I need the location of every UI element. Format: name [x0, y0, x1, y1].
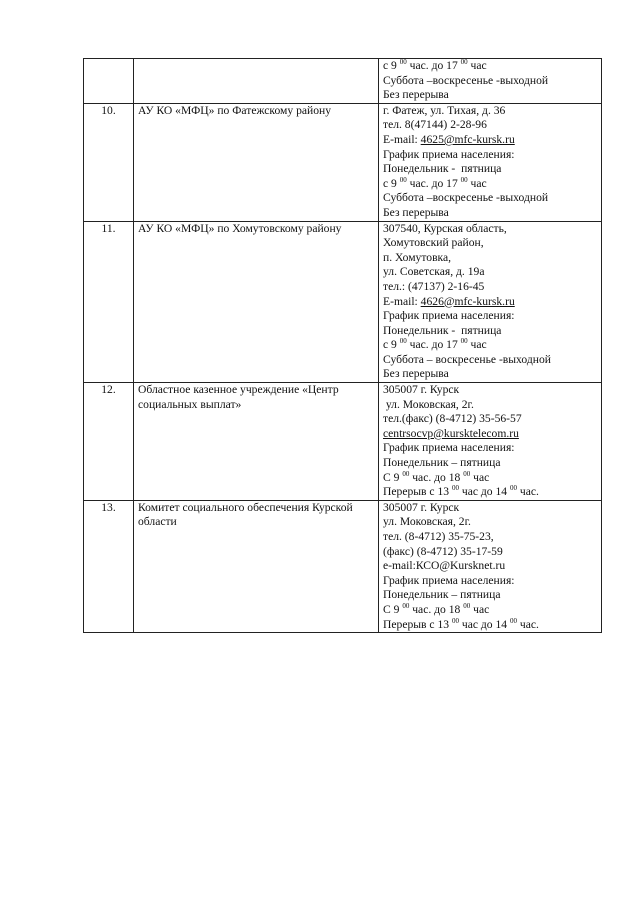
contact-text: Без перерыва: [383, 367, 449, 381]
contact-text: E-mail:: [383, 294, 421, 308]
contact-text: 305007 г. Курск: [383, 383, 460, 397]
contact-text: Понедельник – пятница: [383, 588, 501, 602]
time-minutes-superscript: 00: [509, 484, 517, 493]
contact-info-cell: [379, 383, 602, 501]
contact-text: Понедельник – пятница: [383, 456, 501, 470]
contact-line: [383, 383, 597, 398]
contact-line: [383, 574, 597, 589]
table-row: [84, 383, 602, 501]
email-link[interactable]: 4626@mfc-kursk.ru: [420, 294, 515, 308]
row-number-cell: 11.: [84, 221, 134, 383]
contact-line: [383, 88, 597, 103]
time-minutes-superscript: 00: [451, 484, 459, 493]
contact-text: час: [467, 59, 487, 72]
contact-line: [383, 162, 597, 177]
row-number-cell: [84, 59, 134, 104]
contact-line: [383, 191, 597, 206]
contact-line: [383, 485, 597, 500]
contact-text: Без перерыва: [383, 88, 449, 102]
table-row: [84, 103, 602, 221]
contact-line: [383, 367, 597, 382]
contact-line: [383, 177, 597, 192]
contact-line: [383, 206, 597, 221]
contact-line: [383, 427, 597, 442]
contact-text: ул. Моковская, 2г.: [383, 515, 471, 529]
contact-text: час. до 18: [409, 470, 464, 484]
contact-text: Хомутовский район,: [383, 236, 484, 250]
contact-text: тел.: (47137) 2-16-45: [383, 279, 485, 293]
time-minutes-superscript: 00: [399, 175, 407, 184]
contact-line: [383, 545, 597, 560]
contact-text: График приема населения:: [383, 309, 515, 323]
contact-line: [383, 515, 597, 530]
institution-name-cell: Областное казенное учреждение «Центр социальных выплат»: [134, 383, 379, 501]
contact-text: Понедельник - пятница: [383, 162, 502, 176]
contact-line: [383, 588, 597, 603]
contact-text: час: [470, 602, 490, 616]
contact-info-cell: [379, 221, 602, 383]
contact-line: [383, 251, 597, 266]
time-minutes-superscript: 00: [463, 469, 471, 478]
contact-text: e-mail:КСО@Kursknet.ru: [383, 559, 506, 573]
contact-line: [383, 441, 597, 456]
row-number-cell: 13.: [84, 500, 134, 632]
time-minutes-superscript: 00: [460, 175, 468, 184]
contact-text: (факс) (8-4712) 35-17-59: [383, 544, 503, 558]
contact-line: [383, 236, 597, 251]
contact-info-cell: [379, 103, 602, 221]
contact-text: час.: [516, 617, 539, 631]
contact-line: [383, 412, 597, 427]
contact-line: [383, 471, 597, 486]
email-link[interactable]: centrsocvp@kursktelecom.ru: [383, 426, 519, 440]
contact-text: час: [467, 176, 487, 190]
table-body: [84, 59, 602, 633]
contact-line: [383, 338, 597, 353]
contact-text: час: [467, 338, 487, 352]
contact-text: час до 14: [458, 617, 510, 631]
contact-text: г. Фатеж, ул. Тихая, д. 36: [383, 103, 506, 117]
contact-line: [383, 104, 597, 119]
contact-line: [383, 295, 597, 310]
contact-text: Без перерыва: [383, 205, 449, 219]
time-minutes-superscript: 00: [509, 616, 517, 625]
contact-text: 305007 г. Курск: [383, 500, 460, 514]
contact-line: [383, 603, 597, 618]
institution-name-cell: Комитет социального обеспечения Курской области: [134, 500, 379, 632]
table-row: [84, 59, 602, 104]
contact-text: Перерыв с 13: [383, 617, 452, 631]
time-minutes-superscript: 00: [460, 337, 468, 346]
contact-line: [383, 222, 597, 237]
contact-text: час: [470, 470, 490, 484]
contact-line: [383, 59, 597, 74]
contact-info-cell: [379, 59, 602, 104]
contact-line: [383, 280, 597, 295]
contact-line: [383, 118, 597, 133]
contact-text: час. до 17: [406, 59, 461, 72]
contact-text: с 9: [383, 176, 400, 190]
contact-line: [383, 324, 597, 339]
contact-text: Суббота –воскресенье -выходной: [383, 73, 549, 87]
contact-text: Суббота – воскресенье -выходной: [383, 352, 551, 366]
contact-line: [383, 456, 597, 471]
contact-info-cell: [379, 500, 602, 632]
contact-text: с 9: [383, 338, 400, 352]
contact-text: График приема населения:: [383, 573, 515, 587]
contact-line: [383, 398, 597, 413]
contact-text: E-mail:: [383, 132, 421, 146]
contact-text: Суббота –воскресенье -выходной: [383, 191, 549, 205]
institution-name-cell: АУ КО «МФЦ» по Фатежскому району: [134, 103, 379, 221]
contact-line: [383, 265, 597, 280]
time-minutes-superscript: 00: [451, 616, 459, 625]
contact-line: [383, 148, 597, 163]
contact-text: тел. 8(47144) 2-28-96: [383, 118, 487, 132]
contact-text: ул. Моковская, 2г.: [383, 397, 474, 411]
contact-text: График приема населения:: [383, 441, 515, 455]
institution-name-cell: [134, 59, 379, 104]
contact-line: [383, 618, 597, 633]
contact-text: ул. Советская, д. 19а: [383, 265, 485, 279]
time-minutes-superscript: 00: [399, 58, 407, 66]
contact-text: График приема населения:: [383, 147, 515, 161]
time-minutes-superscript: 00: [460, 58, 468, 66]
time-minutes-superscript: 00: [463, 601, 471, 610]
contact-text: С 9: [383, 470, 403, 484]
contact-text: час. до 17: [406, 176, 461, 190]
time-minutes-superscript: 00: [402, 601, 410, 610]
table-row: [84, 221, 602, 383]
row-number-cell: 10.: [84, 103, 134, 221]
contact-text: Перерыв с 13: [383, 485, 452, 499]
contact-line: [383, 501, 597, 516]
time-minutes-superscript: 00: [399, 337, 407, 346]
table-row: [84, 500, 602, 632]
contact-text: час до 14: [458, 485, 510, 499]
contact-text: С 9: [383, 602, 403, 616]
contact-text: тел. (8-4712) 35-75-23,: [383, 530, 494, 543]
time-minutes-superscript: 00: [402, 469, 410, 478]
email-link[interactable]: 4625@mfc-kursk.ru: [420, 132, 515, 146]
contact-line: [383, 133, 597, 148]
institutions-table: [83, 58, 602, 633]
contact-line: [383, 559, 597, 574]
contact-text: 307540, Курская область,: [383, 221, 507, 235]
contact-text: час. до 17: [406, 338, 461, 352]
contact-line: [383, 530, 597, 545]
contact-text: тел.(факс) (8-4712) 35-56-57: [383, 412, 522, 426]
contact-line: [383, 353, 597, 368]
contact-text: с 9: [383, 59, 400, 72]
contact-text: п. Хомутовка,: [383, 250, 452, 264]
contact-text: Понедельник - пятница: [383, 323, 502, 337]
row-number-cell: 12.: [84, 383, 134, 501]
institution-name-cell: АУ КО «МФЦ» по Хомутовскому району: [134, 221, 379, 383]
contact-line: [383, 309, 597, 324]
contact-text: час. до 18: [409, 602, 464, 616]
contact-line: [383, 74, 597, 89]
contact-text: час.: [516, 485, 539, 499]
